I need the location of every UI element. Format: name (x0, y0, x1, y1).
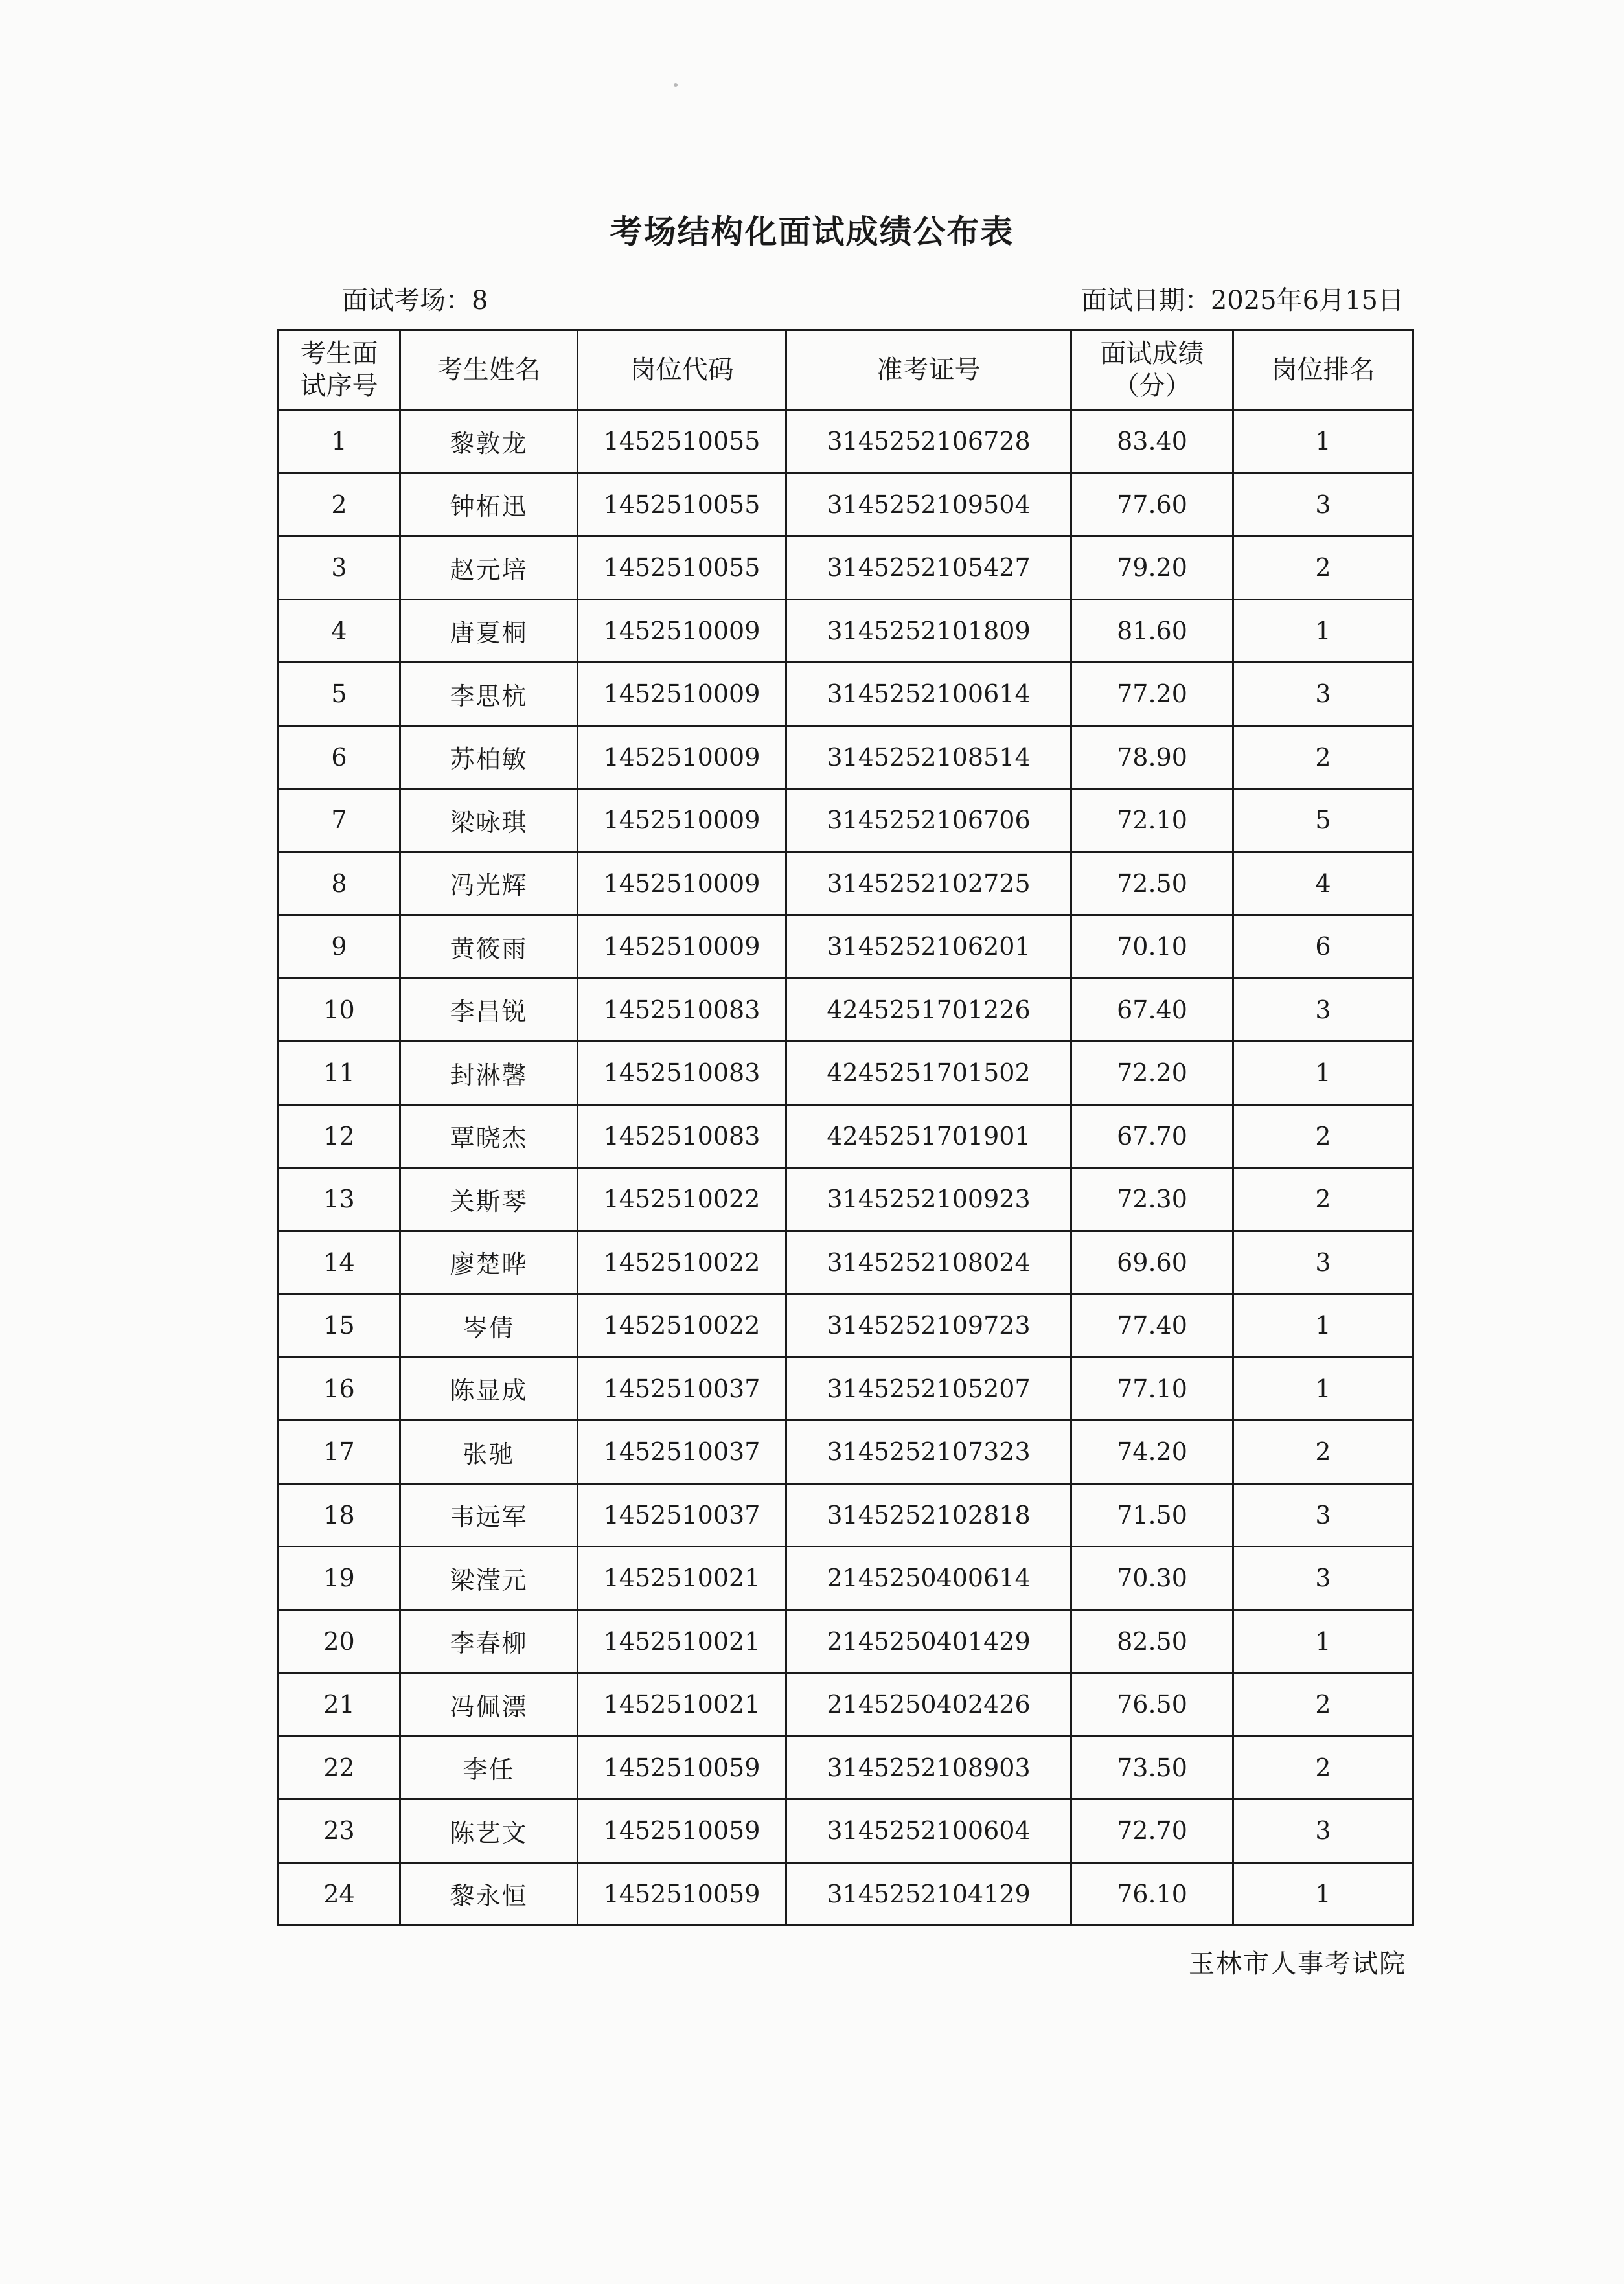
exam-date-label: 面试日期：2025年6月15日 (1081, 286, 1404, 315)
cell-rank: 3 (1233, 978, 1413, 1042)
cell-name: 关斯琴 (400, 1168, 578, 1231)
cell-rank: 1 (1233, 1042, 1413, 1105)
cell-rank: 1 (1233, 1862, 1413, 1926)
cell-post-code: 1452510037 (578, 1421, 786, 1484)
table-row (279, 410, 1413, 474)
cell-ticket: 3145252108024 (786, 1231, 1071, 1294)
cell-post-code: 1452510009 (578, 789, 786, 852)
cell-post-code: 1452510055 (578, 536, 786, 600)
cell-post-code: 1452510083 (578, 1104, 786, 1168)
cell-seq: 24 (279, 1862, 400, 1926)
cell-post-code: 1452510059 (578, 1736, 786, 1799)
header-seq-line1: 考生面 (300, 339, 378, 369)
cell-seq: 3 (279, 536, 400, 600)
table-row (279, 978, 1413, 1042)
header-seq (279, 330, 400, 410)
cell-name: 覃晓杰 (400, 1104, 578, 1168)
table-row (279, 536, 1413, 600)
cell-score: 83.40 (1071, 410, 1233, 474)
table-row (279, 1231, 1413, 1294)
cell-ticket: 2145250401429 (786, 1610, 1071, 1673)
cell-score: 77.20 (1071, 663, 1233, 726)
cell-ticket: 3145252108514 (786, 725, 1071, 789)
cell-ticket: 3145252109504 (786, 473, 1071, 536)
cell-name: 封淋馨 (400, 1042, 578, 1105)
cell-score: 70.10 (1071, 915, 1233, 979)
cell-post-code: 1452510009 (578, 915, 786, 979)
table-row (279, 725, 1413, 789)
cell-ticket: 2145250402426 (786, 1673, 1071, 1737)
cell-score: 82.50 (1071, 1610, 1233, 1673)
table-row (279, 1610, 1413, 1673)
cell-seq: 2 (279, 473, 400, 536)
cell-ticket: 3145252106728 (786, 410, 1071, 474)
exam-room-label: 面试考场：8 (342, 286, 488, 315)
cell-score: 81.60 (1071, 599, 1233, 663)
cell-score: 79.20 (1071, 536, 1233, 600)
cell-post-code: 1452510021 (578, 1610, 786, 1673)
cell-post-code: 1452510022 (578, 1168, 786, 1231)
cell-post-code: 1452510009 (578, 599, 786, 663)
cell-rank: 3 (1233, 1231, 1413, 1294)
cell-post-code: 1452510022 (578, 1231, 786, 1294)
cell-seq: 17 (279, 1421, 400, 1484)
cell-post-code: 1452510022 (578, 1294, 786, 1358)
table-row (279, 1294, 1413, 1358)
issuer-footer: 玉林市人事考试院 (1189, 1949, 1406, 1979)
cell-post-code: 1452510009 (578, 725, 786, 789)
cell-score: 67.70 (1071, 1104, 1233, 1168)
cell-score: 70.30 (1071, 1547, 1233, 1610)
header-name: 考生姓名 (400, 330, 578, 410)
cell-post-code: 1452510021 (578, 1673, 786, 1737)
cell-seq: 18 (279, 1483, 400, 1547)
cell-name: 陈艺文 (400, 1799, 578, 1863)
cell-post-code: 1452510009 (578, 663, 786, 726)
cell-post-code: 1452510059 (578, 1862, 786, 1926)
cell-ticket: 3145252108903 (786, 1736, 1071, 1799)
cell-rank: 1 (1233, 1294, 1413, 1358)
table-row (279, 1357, 1413, 1421)
header-ticket: 准考证号 (786, 330, 1071, 410)
cell-rank: 1 (1233, 1610, 1413, 1673)
table-row (279, 1673, 1413, 1737)
cell-name: 黄筱雨 (400, 915, 578, 979)
table-row (279, 1168, 1413, 1231)
cell-seq: 8 (279, 852, 400, 915)
cell-rank: 6 (1233, 915, 1413, 979)
table-row (279, 1736, 1413, 1799)
cell-rank: 2 (1233, 1736, 1413, 1799)
cell-post-code: 1452510021 (578, 1547, 786, 1610)
cell-ticket: 3145252105207 (786, 1357, 1071, 1421)
cell-seq: 10 (279, 978, 400, 1042)
cell-seq: 15 (279, 1294, 400, 1358)
results-table (277, 329, 1414, 1926)
cell-seq: 1 (279, 410, 400, 474)
cell-score: 77.40 (1071, 1294, 1233, 1358)
table-row (279, 599, 1413, 663)
cell-ticket: 3145252102725 (786, 852, 1071, 915)
cell-seq: 11 (279, 1042, 400, 1105)
cell-ticket: 3145252105427 (786, 536, 1071, 600)
cell-name: 廖楚晔 (400, 1231, 578, 1294)
table-row (279, 852, 1413, 915)
cell-ticket: 3145252106706 (786, 789, 1071, 852)
cell-score: 72.20 (1071, 1042, 1233, 1105)
table-row (279, 1042, 1413, 1105)
cell-ticket: 3145252104129 (786, 1862, 1071, 1926)
cell-rank: 1 (1233, 599, 1413, 663)
header-seq-line2: 试序号 (300, 371, 378, 401)
cell-post-code: 1452510037 (578, 1483, 786, 1547)
cell-name: 黎永恒 (400, 1862, 578, 1926)
cell-seq: 5 (279, 663, 400, 726)
cell-post-code: 1452510055 (578, 473, 786, 536)
cell-score: 73.50 (1071, 1736, 1233, 1799)
cell-ticket: 3145252106201 (786, 915, 1071, 979)
cell-score: 76.50 (1071, 1673, 1233, 1737)
cell-score: 69.60 (1071, 1231, 1233, 1294)
cell-rank: 1 (1233, 1357, 1413, 1421)
cell-name: 钟柘迅 (400, 473, 578, 536)
cell-rank: 3 (1233, 1547, 1413, 1610)
cell-seq: 19 (279, 1547, 400, 1610)
cell-seq: 9 (279, 915, 400, 979)
cell-name: 李思杭 (400, 663, 578, 726)
page-title: 考场结构化面试成绩公布表 (610, 213, 1014, 251)
cell-score: 72.70 (1071, 1799, 1233, 1863)
cell-name: 赵元培 (400, 536, 578, 600)
cell-name: 冯佩漂 (400, 1673, 578, 1737)
cell-score: 78.90 (1071, 725, 1233, 789)
table-row (279, 1483, 1413, 1547)
cell-ticket: 3145252107323 (786, 1421, 1071, 1484)
cell-name: 冯光辉 (400, 852, 578, 915)
cell-post-code: 1452510009 (578, 852, 786, 915)
cell-rank: 2 (1233, 1421, 1413, 1484)
cell-rank: 2 (1233, 1168, 1413, 1231)
cell-name: 李春柳 (400, 1610, 578, 1673)
cell-name: 苏柏敏 (400, 725, 578, 789)
cell-ticket: 3145252100614 (786, 663, 1071, 726)
cell-score: 72.30 (1071, 1168, 1233, 1231)
cell-rank: 2 (1233, 725, 1413, 789)
header-score (1071, 330, 1233, 410)
cell-post-code: 1452510083 (578, 1042, 786, 1105)
cell-ticket: 3145252109723 (786, 1294, 1071, 1358)
cell-ticket: 3145252102818 (786, 1483, 1071, 1547)
table-row (279, 473, 1413, 536)
cell-ticket: 4245251701901 (786, 1104, 1071, 1168)
cell-rank: 2 (1233, 1673, 1413, 1737)
cell-seq: 16 (279, 1357, 400, 1421)
header-score-line1: 面试成绩 (1100, 339, 1204, 369)
cell-ticket: 3145252100923 (786, 1168, 1071, 1231)
cell-seq: 20 (279, 1610, 400, 1673)
cell-seq: 12 (279, 1104, 400, 1168)
scan-speck (674, 83, 678, 87)
table-row (279, 663, 1413, 726)
table-row (279, 1799, 1413, 1863)
cell-seq: 13 (279, 1168, 400, 1231)
cell-name: 唐夏桐 (400, 599, 578, 663)
table-row (279, 1862, 1413, 1926)
cell-seq: 4 (279, 599, 400, 663)
header-score-line2: （分） (1113, 371, 1191, 401)
table-row (279, 789, 1413, 852)
cell-ticket: 3145252101809 (786, 599, 1071, 663)
cell-score: 72.10 (1071, 789, 1233, 852)
cell-name: 梁滢元 (400, 1547, 578, 1610)
table-row (279, 1421, 1413, 1484)
cell-post-code: 1452510059 (578, 1799, 786, 1863)
cell-score: 71.50 (1071, 1483, 1233, 1547)
cell-ticket: 4245251701226 (786, 978, 1071, 1042)
cell-score: 72.50 (1071, 852, 1233, 915)
table-header-row (279, 330, 1413, 410)
cell-name: 李昌锐 (400, 978, 578, 1042)
cell-ticket: 4245251701502 (786, 1042, 1071, 1105)
cell-rank: 2 (1233, 536, 1413, 600)
cell-score: 74.20 (1071, 1421, 1233, 1484)
header-post-code: 岗位代码 (578, 330, 786, 410)
cell-post-code: 1452510055 (578, 410, 786, 474)
cell-score: 77.10 (1071, 1357, 1233, 1421)
cell-name: 陈显成 (400, 1357, 578, 1421)
cell-seq: 7 (279, 789, 400, 852)
table-row (279, 1104, 1413, 1168)
cell-name: 梁咏琪 (400, 789, 578, 852)
table-row (279, 915, 1413, 979)
cell-score: 76.10 (1071, 1862, 1233, 1926)
cell-name: 黎敦龙 (400, 410, 578, 474)
cell-seq: 22 (279, 1736, 400, 1799)
cell-post-code: 1452510037 (578, 1357, 786, 1421)
cell-score: 77.60 (1071, 473, 1233, 536)
cell-rank: 5 (1233, 789, 1413, 852)
cell-ticket: 3145252100604 (786, 1799, 1071, 1863)
header-rank: 岗位排名 (1233, 330, 1413, 410)
cell-rank: 3 (1233, 1483, 1413, 1547)
cell-ticket: 2145250400614 (786, 1547, 1071, 1610)
cell-score: 67.40 (1071, 978, 1233, 1042)
cell-seq: 21 (279, 1673, 400, 1737)
cell-rank: 3 (1233, 473, 1413, 536)
cell-seq: 14 (279, 1231, 400, 1294)
table-row (279, 1547, 1413, 1610)
cell-seq: 6 (279, 725, 400, 789)
cell-name: 李任 (400, 1736, 578, 1799)
cell-rank: 3 (1233, 663, 1413, 726)
cell-name: 韦远军 (400, 1483, 578, 1547)
cell-rank: 2 (1233, 1104, 1413, 1168)
cell-name: 岑倩 (400, 1294, 578, 1358)
cell-rank: 4 (1233, 852, 1413, 915)
cell-name: 张驰 (400, 1421, 578, 1484)
cell-rank: 3 (1233, 1799, 1413, 1863)
cell-seq: 23 (279, 1799, 400, 1863)
cell-rank: 1 (1233, 410, 1413, 474)
cell-post-code: 1452510083 (578, 978, 786, 1042)
